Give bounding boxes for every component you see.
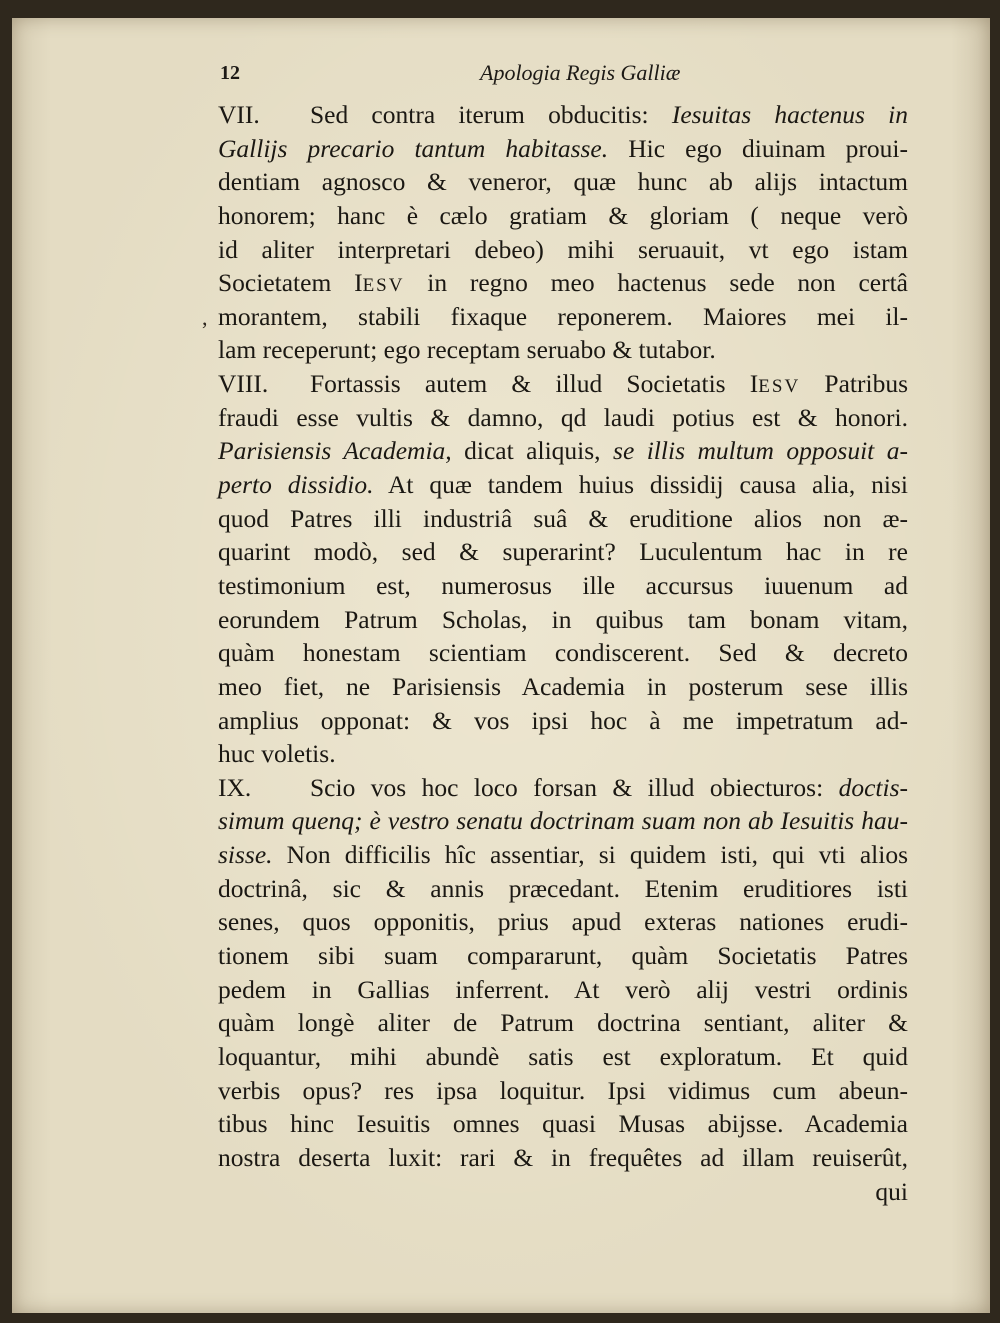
text-segment: dentiam agnosco & veneror, quæ hunc ab alijs intactum	[218, 167, 908, 197]
text-segment: Scio vos hoc loco forsan & illud obiecturos:	[310, 772, 839, 802]
text-segment: in regno meo hactenus sede non certâ	[404, 268, 908, 298]
text-segment: tibus hinc Iesuitis omnes quasi Musas abijsse. Academia	[218, 1109, 908, 1139]
stray-mark: ,	[202, 305, 208, 330]
text-line	[218, 132, 908, 166]
text-segment: morantem, stabili fixaque reponerem. Maiores mei il-	[218, 301, 908, 331]
body-text	[218, 98, 908, 1208]
text-line	[218, 973, 908, 1007]
section-number: IX.	[218, 772, 252, 802]
text-segment: quod Patres illi industriâ suâ & eruditione alios non æ-	[218, 503, 908, 533]
text-line	[218, 165, 908, 199]
text-line	[218, 535, 908, 569]
italic-text: perto dissidio.	[218, 470, 374, 500]
italic-text: simum quenq; è vestro senatu doctrinam suam non ab Iesuitis hau-	[218, 806, 908, 836]
italic-text: Parisiensis Academia,	[218, 436, 452, 466]
italic-text: sisse.	[218, 840, 273, 870]
text-segment: huc voletis.	[218, 739, 336, 769]
text-segment: quàm longè aliter de Patrum doctrina sentiant, aliter &	[218, 1008, 908, 1038]
text-segment: dicat aliquis,	[451, 436, 614, 466]
text-line	[218, 905, 908, 939]
text-segment: doctrinâ, sic & annis præcedant. Etenim eruditiores isti	[218, 873, 908, 903]
text-line	[218, 737, 908, 771]
text-line	[218, 502, 908, 536]
text-line	[218, 266, 908, 300]
text-line	[218, 434, 908, 468]
text-line	[218, 199, 908, 233]
text-segment: lam receperunt; ego receptam seruabo & tutabor.	[218, 335, 716, 365]
text-segment: testimonium est, numerosus ille accursus iuuenum ad	[218, 570, 908, 600]
text-line	[218, 1107, 908, 1141]
text-line	[218, 1175, 908, 1209]
text-line	[218, 704, 908, 738]
text-segment: Hic ego diuinam proui-	[608, 133, 908, 163]
text-line	[218, 670, 908, 704]
text-segment: quarint modò, sed & superarint? Luculentum hac in re	[218, 537, 908, 567]
text-line	[218, 367, 908, 401]
text-line	[218, 1040, 908, 1074]
text-line	[218, 771, 908, 805]
text-segment: loquantur, mihi abundè satis est exploratum. Et quid	[218, 1041, 908, 1071]
text-segment: tionem sibi suam compararunt, quàm Societatis Patres	[218, 941, 908, 971]
text-segment: verbis opus? res ipsa loquitur. Ipsi vidimus cum abeun-	[218, 1075, 908, 1105]
text-line	[218, 1141, 908, 1175]
text-segment: quàm honestam scientiam condiscerent. Sed & decreto	[218, 638, 908, 668]
text-segment: eorundem Patrum Scholas, in quibus tam bonam vitam,	[218, 604, 908, 634]
text-segment: id aliter interpretari debeo) mihi seruauit, vt ego istam	[218, 234, 908, 264]
text-segment: pedem in Gallias inferrent. At verò alij vestri ordinis	[218, 974, 908, 1004]
text-segment: senes, quos opponitis, prius apud exteras nationes erudi-	[218, 907, 908, 937]
text-line	[218, 1006, 908, 1040]
text-line	[218, 872, 908, 906]
text-line	[218, 569, 908, 603]
text-line	[218, 401, 908, 435]
text-line	[218, 233, 908, 267]
text-segment: nostra deserta luxit: rari & in frequêtes ad illam reuiserût,	[218, 1142, 908, 1172]
page-header	[220, 52, 720, 86]
text-segment: ESV	[362, 275, 405, 297]
text-segment: fraudi esse vultis & damno, qd laudi potius est & honori.	[218, 402, 908, 432]
text-segment: Patribus	[800, 369, 909, 399]
text-segment: qui	[875, 1176, 908, 1206]
section-number: VIII.	[218, 369, 269, 399]
italic-text: Gallijs precario tantum habitasse.	[218, 133, 609, 163]
text-segment: honorem; hanc è cælo gratiam & gloriam ( neque verò	[218, 200, 908, 230]
text-segment: Sed contra iterum obducitis:	[310, 100, 672, 129]
text-segment: Societatem I	[218, 268, 363, 298]
text-segment: Non difficilis hîc assentiar, si quidem isti, qui vti alios	[272, 840, 908, 870]
text-segment: meo fiet, ne Parisiensis Academia in posterum sese illis	[218, 671, 908, 701]
section-number: VII.	[218, 100, 260, 129]
text-segment: At quæ tandem huius dissidij causa alia, nisi	[373, 470, 908, 500]
italic-text: Iesuitas hactenus in	[671, 100, 908, 129]
text-line	[218, 838, 908, 872]
text-line	[218, 333, 908, 367]
text-line	[218, 603, 908, 637]
italic-text: se illis multum opposuit a-	[613, 436, 908, 466]
text-segment: ESV	[758, 376, 801, 398]
text-line	[218, 804, 908, 838]
text-segment: Fortassis autem & illud Societatis I	[310, 369, 759, 399]
text-line	[218, 939, 908, 973]
italic-text: doctis-	[838, 772, 908, 802]
text-line	[218, 1074, 908, 1108]
running-title: Apologia Regis Galliæ	[480, 60, 681, 85]
text-segment: amplius opponat: & vos ipsi hoc à me impetratum ad-	[218, 705, 908, 735]
page-number: 12	[220, 62, 240, 84]
text-line	[218, 98, 908, 132]
text-line	[218, 300, 908, 334]
text-line	[218, 636, 908, 670]
text-line	[218, 468, 908, 502]
